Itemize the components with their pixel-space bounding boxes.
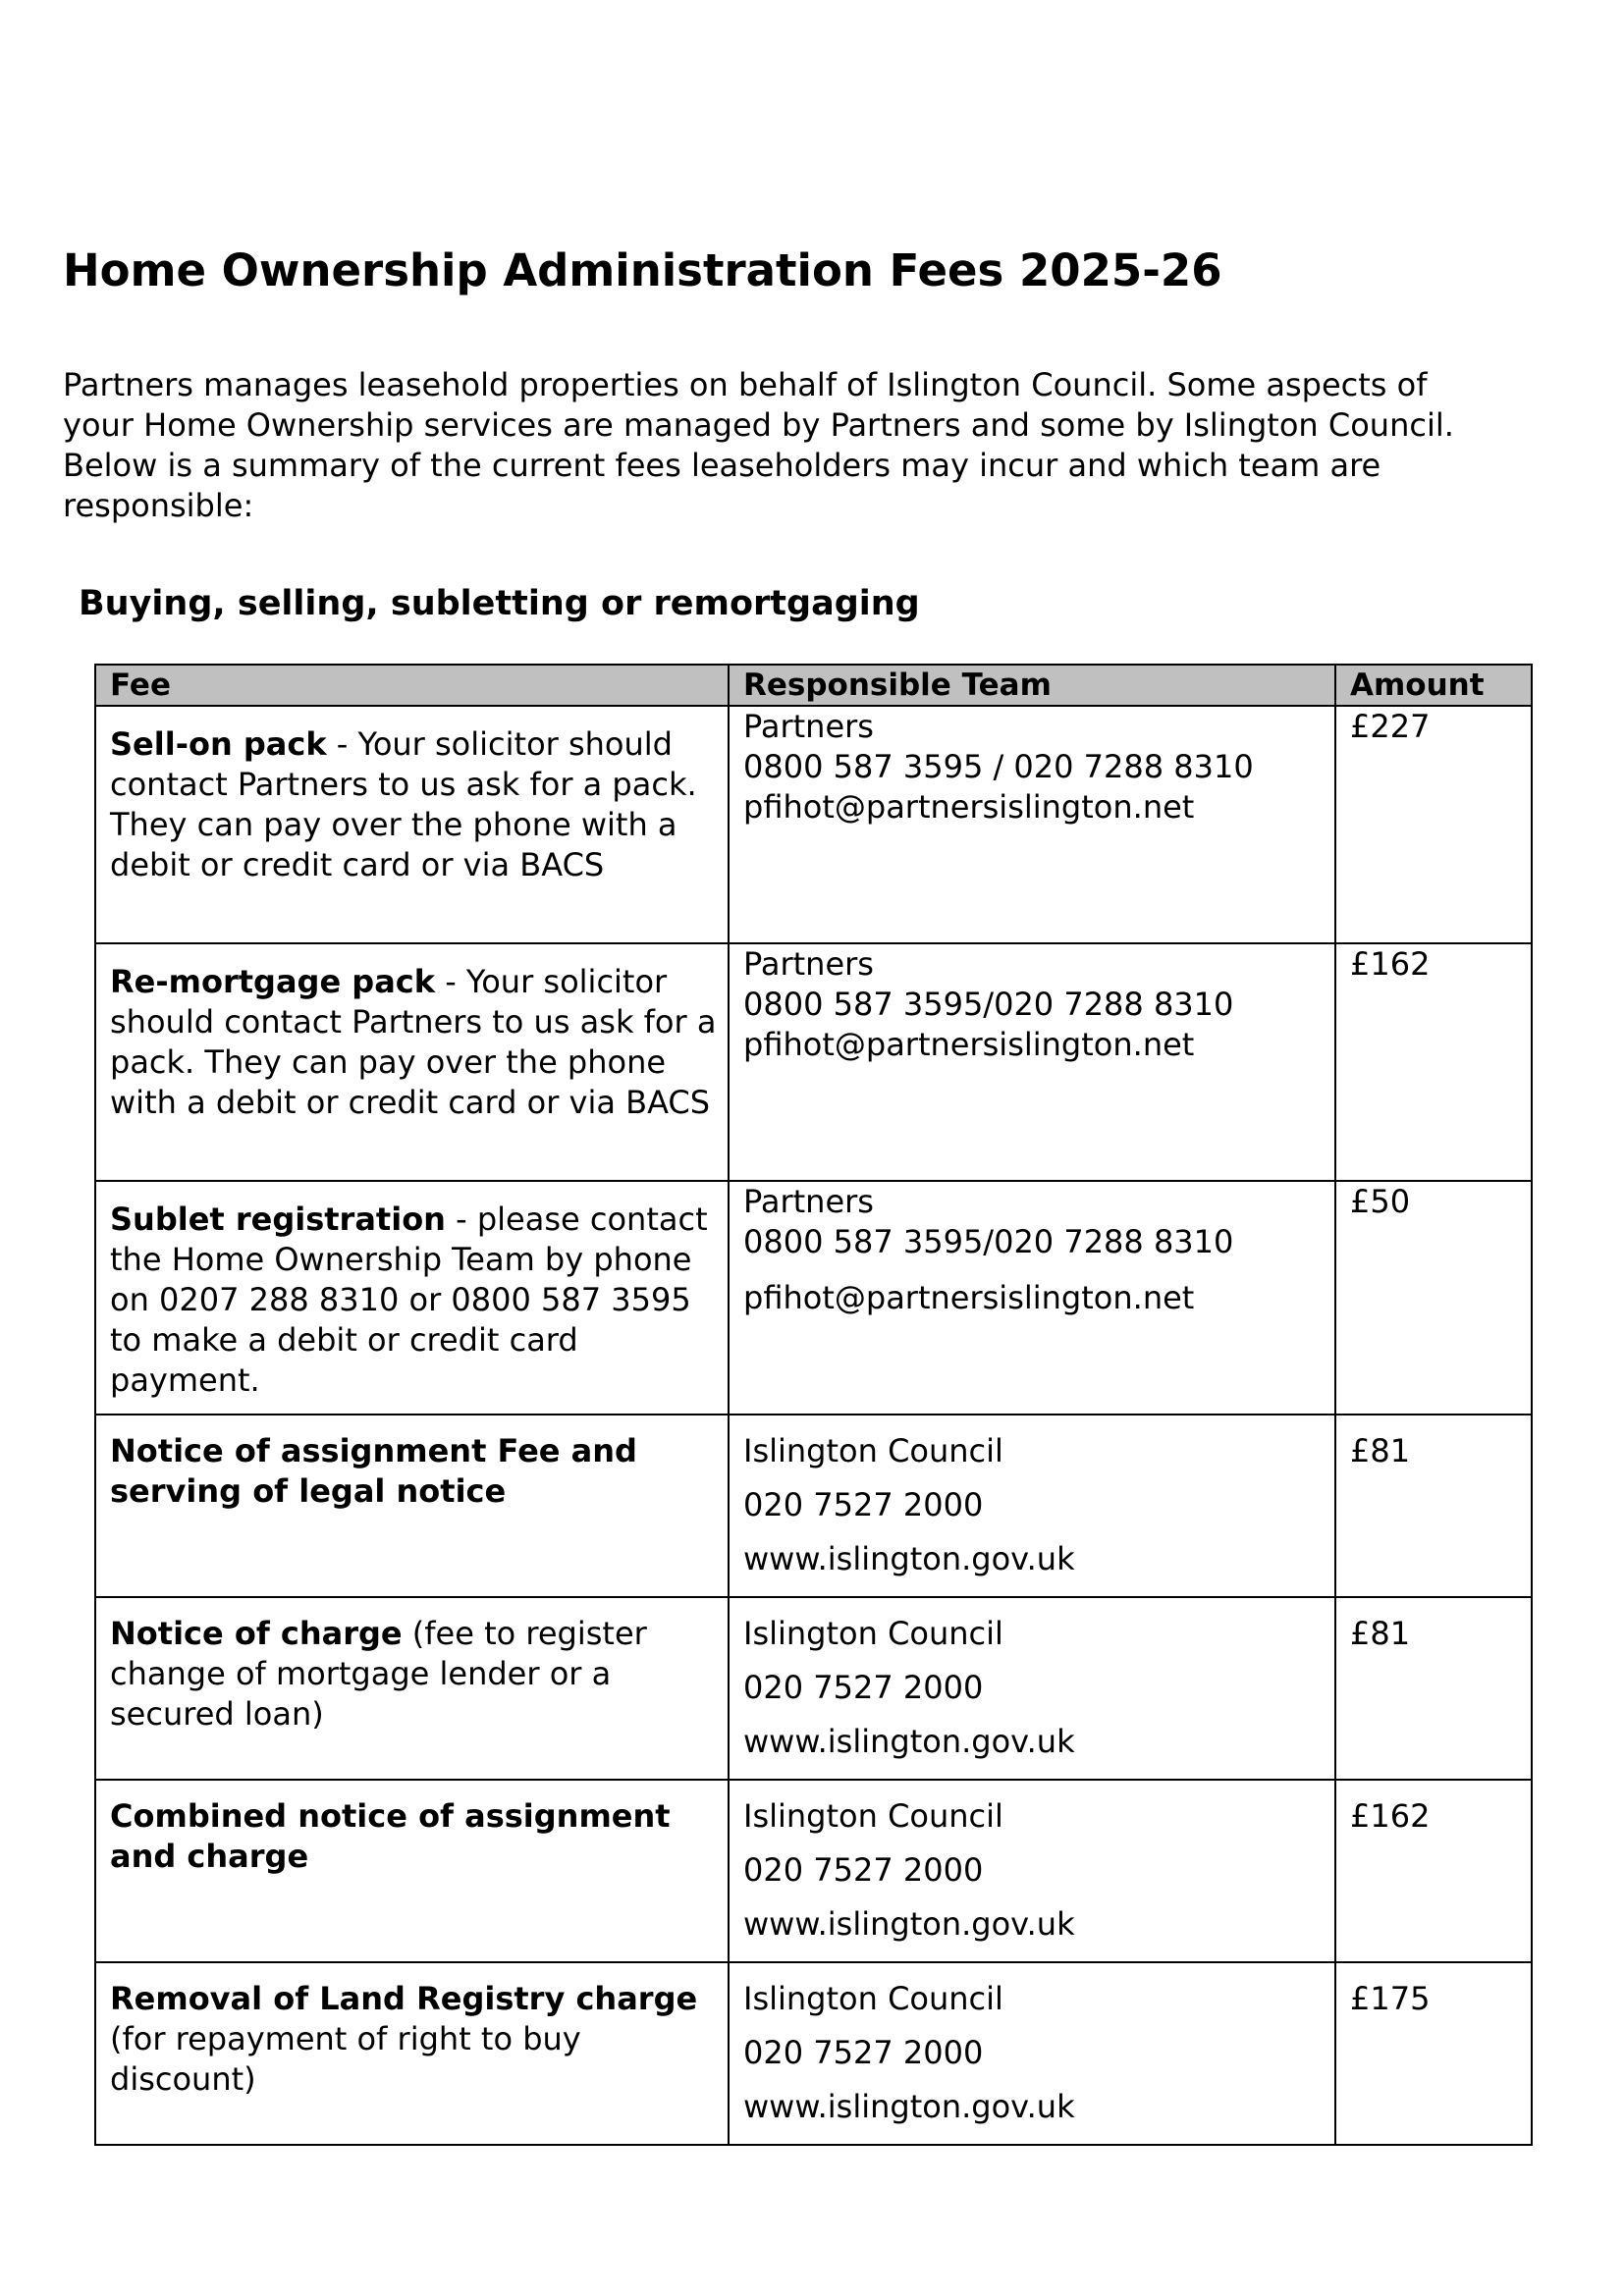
team-name: Partners [743,945,874,983]
fee-cell [95,706,729,943]
team-website: www.islington.gov.uk [743,1723,1075,1760]
team-website: www.islington.gov.uk [743,1905,1075,1943]
amount-cell [1335,1597,1532,1780]
team-name: Islington Council [743,1615,1003,1652]
fee-name: Notice of charge [110,1615,403,1652]
team-name: Islington Council [743,1980,1003,2017]
column-header-responsible-team: Responsible Team [729,665,1335,706]
fee-amount: £227 [1350,708,1431,745]
fee-name: Removal of Land Registry charge [110,1980,698,2017]
team-name: Islington Council [743,1797,1003,1835]
intro-line: responsible: [63,487,254,524]
fee-name: Notice of assignment Fee and serving of legal notice [110,1432,637,1510]
fee-amount: £81 [1350,1432,1411,1469]
amount-cell [1335,1780,1532,1962]
team-cell [729,1962,1335,2145]
fee-cell [95,1597,729,1780]
fee-amount: £175 [1350,1980,1431,2017]
team-name: Partners [743,708,874,745]
fee-name: Combined notice of assignment and charge [110,1797,671,1875]
fee-amount: £162 [1350,945,1431,983]
team-website: www.islington.gov.uk [743,1540,1075,1577]
page-title: Home Ownership Administration Fees 2025-26 [63,244,1222,296]
team-email: pfihot@partnersislington.net [743,1026,1195,1063]
section-heading: Buying, selling, subletting or remortgaging [79,584,920,623]
fee-amount: £50 [1350,1183,1411,1220]
fee-cell [95,943,729,1181]
amount-cell [1335,943,1532,1181]
amount-cell [1335,706,1532,943]
team-email: pfihot@partnersislington.net [743,788,1195,826]
table-row [95,943,1532,1181]
fee-description: - please contact the Home Ownership Team by phone on 0207 288 8310 or 0800 587 3595 to make a debit or credit card payment. [110,1201,708,1399]
table-header-row [95,665,1532,706]
fee-cell [95,1181,729,1415]
team-phone: 0800 587 3595/020 7288 8310 [743,1223,1234,1260]
team-cell [729,943,1335,1181]
fee-description: - Your solicitor should contact Partners to us ask for a pack. They can pay over the phone with a debit or credit card or via BACS [110,963,717,1121]
table-row [95,1415,1532,1597]
intro-line: Below is a summary of the current fees leaseholders may incur and which team are [63,447,1381,484]
fee-cell [95,1962,729,2145]
table-row [95,706,1532,943]
team-phone: 020 7527 2000 [743,1669,984,1706]
team-cell [729,1597,1335,1780]
fee-amount: £81 [1350,1615,1411,1652]
team-phone: 0800 587 3595 / 020 7288 8310 [743,748,1254,785]
table-row [95,1597,1532,1780]
fee-name: Sublet registration [110,1201,446,1238]
amount-cell [1335,1962,1532,2145]
table-row [95,1962,1532,2145]
fees-table [94,664,1533,2146]
team-phone: 0800 587 3595/020 7288 8310 [743,986,1234,1023]
fee-amount: £162 [1350,1797,1431,1835]
team-phone: 020 7527 2000 [743,1486,984,1523]
fee-name: Re-mortgage pack [110,963,436,1000]
column-header-fee: Fee [95,665,729,706]
fee-name: Sell-on pack [110,725,327,763]
team-cell [729,1181,1335,1415]
intro-paragraph [63,365,1595,526]
amount-cell [1335,1181,1532,1415]
fee-cell [95,1415,729,1597]
team-email: pfihot@partnersislington.net [743,1279,1195,1316]
column-header-amount: Amount [1335,665,1532,706]
fee-description: (fee to register change of mortgage lender or a secured loan) [110,1615,647,1733]
team-phone: 020 7527 2000 [743,2034,984,2071]
team-name: Partners [743,1183,874,1220]
team-name: Islington Council [743,1432,1003,1469]
fee-description: - Your solicitor should contact Partners to us ask for a pack. They can pay over the phone with a debit or credit card or via BACS [110,725,697,883]
table-row [95,1181,1532,1415]
team-phone: 020 7527 2000 [743,1851,984,1889]
fee-cell [95,1780,729,1962]
fee-description: (for repayment of right to buy discount) [110,2020,581,2098]
intro-line: your Home Ownership services are managed by Partners and some by Islington Council. [63,406,1454,444]
amount-cell [1335,1415,1532,1597]
team-cell [729,1780,1335,1962]
team-cell [729,1415,1335,1597]
team-website: www.islington.gov.uk [743,2088,1075,2125]
intro-line: Partners manages leasehold properties on behalf of Islington Council. Some aspects of [63,366,1428,403]
team-cell [729,706,1335,943]
table-row [95,1780,1532,1962]
